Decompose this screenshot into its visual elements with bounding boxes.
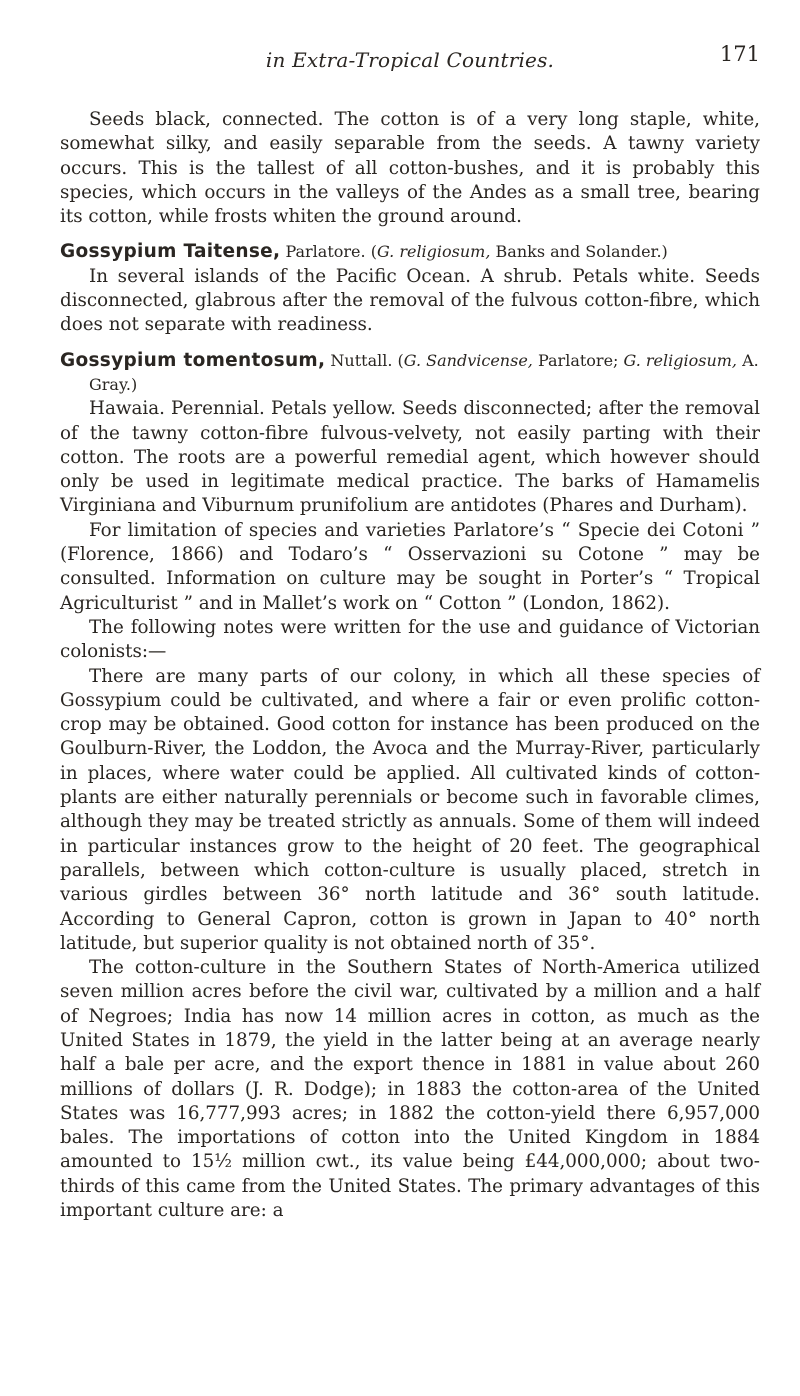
species-synonym-author: Parlatore; [532,350,624,370]
species-synonym: G. Sandvicense, [403,350,533,370]
species-synonym: G. religiosum, [376,242,491,262]
body-paragraph: There are many parts of our colony, in which all these species of Gossypium could be cultivated, and where a fair or even prolific cotton-crop may be obtained. Good cotton for instance has been produced on the Goulburn-River, the Loddon, the Avoca and the Murray-River, particularly in places, where water could be applied. All cultivated kinds of cotton-plants are either naturally perennials or become such in favorable climes, although they may be treated strictly as annuals. Some of them will indeed in particular instances grow to the height of 20 feet. The geographical parallels, between which cotton-culture is usually placed, stretch in various girdles between 36° north latitude and 36° south latitude. According to General Capron, cotton is grown in Japan to 40° north latitude, but superior quality is not obtained north of 35°. [60,665,760,954]
body-paragraph: The following notes were written for the use and guidance of Victorian colonists:— [60,616,760,663]
species-synonym-author: Banks and Solander.) [490,242,668,262]
body-paragraph: For limitation of species and varieties Parlatore’s “ Specie dei Cotoni ” (Florence, 1866) and Todaro’s “ Osservazioni su Cotone ” may be consulted. Information on culture may be sought in Porter’s “ Tropical Agriculturist ” and in Mallet’s work on “ Cotton ” (London, 1862). [60,519,760,614]
species-authority: Nuttall. ( [325,350,404,370]
species-name: Gossypium Taitense, [60,241,281,263]
species-description-tomentosum: Hawaia. Perennial. Petals yellow. Seeds disconnected; after the removal of the tawny cotton-fibre fulvous-velvety, not easily parting with their cotton. The roots are a powerful remedial agent, which however should only be used in legitimate medical practice. The barks of Hamamelis Virginiana and Viburnum prunifolium are antidotes (Phares and Durham). [60,398,760,517]
species-synonym-2: G. religiosum, [623,350,738,370]
running-head [60,0,760,108]
species-name: Gossypium tomentosum, [60,349,326,371]
running-title: in Extra-Tropical Countries. [265,48,555,72]
page-number: 171 [719,42,760,66]
body-paragraph: The cotton-culture in the Southern States of North-America utilized seven million acres before the civil war, cultivated by a million and a half of Negroes; India has now 14 million acres in cotton, as much as the United States in 1879, the yield in the latter being at an average nearly half a bale per acre, and the export thence in 1881 in value about 260 millions of dollars (J. R. Dodge); in 1883 the cotton-area of the United States was 16,777,993 acres; in 1882 the cotton-yield there 6,957,000 bales. The importations of cotton into the United Kingdom in 1884 amounted to 15½ million cwt., its value being £44,000,000; about two-thirds of this came from the United States. The primary advantages of this important culture are: a [60,957,760,1222]
species-heading-tomentosum [60,349,760,398]
species-authority: Parlatore. ( [280,242,377,262]
species-synonym-author-2: A. Gray.) [89,350,759,394]
intro-paragraph: Seeds black, connected. The cotton is of a very long staple, white, somewhat silky, and easily separable from the seeds. A tawny variety occurs. This is the tallest of all cotton-bushes, and it is probably this species, which occurs in the valleys of the Andes as a small tree, bearing its cotton, while frosts whiten the ground around. [60,109,760,228]
species-heading-taitense [60,240,760,264]
species-description-taitense: In several islands of the Pacific Ocean. A shrub. Petals white. Seeds disconnected, glabrous after the removal of the fulvous cotton-fibre, which does not separate with readiness. [60,265,760,336]
book-page [60,0,760,1396]
